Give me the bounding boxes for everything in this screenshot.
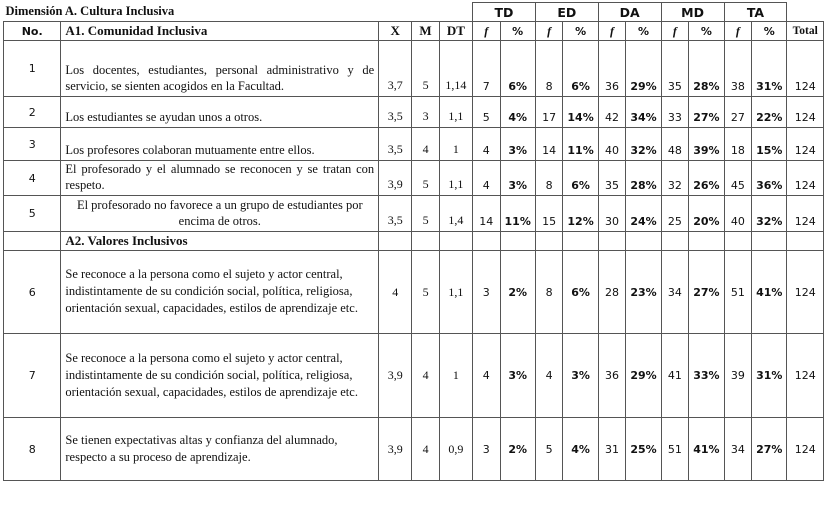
- ed-f: 14: [535, 128, 563, 161]
- table-row: [4, 161, 824, 196]
- da-pct: 23%: [626, 251, 661, 334]
- group-ta: TA: [724, 3, 787, 22]
- value-dt: 1,1: [439, 97, 472, 128]
- ed-pct: 6%: [563, 161, 598, 196]
- header-f: f: [724, 22, 752, 41]
- ed-f: 15: [535, 196, 563, 232]
- table-row: [4, 97, 824, 128]
- group-td: TD: [472, 3, 535, 22]
- ta-pct: 27%: [752, 418, 787, 481]
- md-f: 51: [661, 418, 689, 481]
- ta-f: 18: [724, 128, 752, 161]
- total: 124: [787, 418, 824, 481]
- td-pct: 3%: [500, 128, 535, 161]
- td-f: 4: [472, 128, 500, 161]
- statement: Los docentes, estudiantes, personal administrativo y de servicio, se sienten acogidos en la Facultad.: [61, 41, 379, 97]
- ta-f: 34: [724, 418, 752, 481]
- ed-f: 8: [535, 41, 563, 97]
- group-ed: ED: [535, 3, 598, 22]
- total: 124: [787, 161, 824, 196]
- ed-pct: 6%: [563, 251, 598, 334]
- td-pct: 2%: [500, 251, 535, 334]
- header-dt: DT: [439, 22, 472, 41]
- ta-pct: 36%: [752, 161, 787, 196]
- table-row: [4, 41, 824, 97]
- ed-f: 8: [535, 161, 563, 196]
- value-m: 5: [412, 41, 440, 97]
- value-dt: 1: [439, 128, 472, 161]
- section-row: [4, 232, 824, 251]
- ed-pct: 4%: [563, 418, 598, 481]
- ed-f: 17: [535, 97, 563, 128]
- da-f: 35: [598, 161, 626, 196]
- md-f: 32: [661, 161, 689, 196]
- section-title: A1. Comunidad Inclusiva: [61, 22, 379, 41]
- header-f: f: [535, 22, 563, 41]
- header-total: Total: [787, 22, 824, 41]
- md-f: 25: [661, 196, 689, 232]
- td-f: 5: [472, 97, 500, 128]
- da-f: 31: [598, 418, 626, 481]
- da-f: 36: [598, 334, 626, 418]
- header-pct: %: [626, 22, 661, 41]
- da-pct: 29%: [626, 41, 661, 97]
- header-f: f: [472, 22, 500, 41]
- td-pct: 2%: [500, 418, 535, 481]
- header-m: M: [412, 22, 440, 41]
- ta-pct: 31%: [752, 41, 787, 97]
- value-m: 4: [412, 418, 440, 481]
- td-pct: 4%: [500, 97, 535, 128]
- statement: Los estudiantes se ayudan unos a otros.: [61, 97, 379, 128]
- value-x: 3,9: [379, 161, 412, 196]
- row-number: 1: [4, 41, 61, 97]
- md-f: 35: [661, 41, 689, 97]
- da-pct: 28%: [626, 161, 661, 196]
- value-x: 3,5: [379, 128, 412, 161]
- table-row: [4, 334, 824, 418]
- total: 124: [787, 334, 824, 418]
- value-m: 5: [412, 251, 440, 334]
- ta-pct: 31%: [752, 334, 787, 418]
- td-f: 3: [472, 251, 500, 334]
- td-pct: 6%: [500, 41, 535, 97]
- ed-f: 8: [535, 251, 563, 334]
- md-f: 34: [661, 251, 689, 334]
- group-da: DA: [598, 3, 661, 22]
- ta-f: 51: [724, 251, 752, 334]
- row-number: 3: [4, 128, 61, 161]
- td-pct: 3%: [500, 161, 535, 196]
- value-dt: 1: [439, 334, 472, 418]
- md-f: 48: [661, 128, 689, 161]
- md-f: 33: [661, 97, 689, 128]
- column-header-row: [4, 22, 824, 41]
- table-title: Dimensión A. Cultura Inclusiva: [5, 4, 175, 19]
- td-f: 14: [472, 196, 500, 232]
- ta-f: 38: [724, 41, 752, 97]
- value-x: 3,9: [379, 418, 412, 481]
- td-f: 3: [472, 418, 500, 481]
- value-x: 3,7: [379, 41, 412, 97]
- td-pct: 3%: [500, 334, 535, 418]
- header-f: f: [598, 22, 626, 41]
- value-x: 3,5: [379, 196, 412, 232]
- td-f: 4: [472, 161, 500, 196]
- section-title: A2. Valores Inclusivos: [61, 232, 379, 251]
- header-no: No.: [4, 22, 61, 41]
- da-pct: 32%: [626, 128, 661, 161]
- title-row: [4, 3, 824, 22]
- ed-pct: 6%: [563, 41, 598, 97]
- row-number: 5: [4, 196, 61, 232]
- md-pct: 27%: [689, 97, 724, 128]
- da-f: 28: [598, 251, 626, 334]
- statement: Se reconoce a la persona como el sujeto y actor central, indistintamente de su condición social, política, religiosa, orientación sexual, capacidades, estilos de aprendizaje etc.: [61, 251, 379, 334]
- da-pct: 25%: [626, 418, 661, 481]
- ed-pct: 3%: [563, 334, 598, 418]
- ed-pct: 14%: [563, 97, 598, 128]
- ta-pct: 22%: [752, 97, 787, 128]
- ta-f: 27: [724, 97, 752, 128]
- ta-f: 39: [724, 334, 752, 418]
- table-row: [4, 251, 824, 334]
- ta-pct: 15%: [752, 128, 787, 161]
- table-row: [4, 196, 824, 232]
- statement: El profesorado y el alumnado se reconocen y se tratan con respeto.: [61, 161, 379, 196]
- value-m: 5: [412, 161, 440, 196]
- statement: Se reconoce a la persona como el sujeto y actor central, indistintamente de su condición social, política, religiosa, orientación sexual, capacidades, estilos de aprendizaje etc.: [61, 334, 379, 418]
- results-table: [3, 2, 824, 481]
- ta-pct: 41%: [752, 251, 787, 334]
- value-m: 3: [412, 97, 440, 128]
- group-md: MD: [661, 3, 724, 22]
- da-pct: 24%: [626, 196, 661, 232]
- md-f: 41: [661, 334, 689, 418]
- da-f: 30: [598, 196, 626, 232]
- da-f: 40: [598, 128, 626, 161]
- ta-pct: 32%: [752, 196, 787, 232]
- header-x: X: [379, 22, 412, 41]
- da-pct: 34%: [626, 97, 661, 128]
- header-pct: %: [752, 22, 787, 41]
- ed-f: 5: [535, 418, 563, 481]
- value-dt: 1,1: [439, 161, 472, 196]
- total: 124: [787, 251, 824, 334]
- row-number: 7: [4, 334, 61, 418]
- md-pct: 20%: [689, 196, 724, 232]
- value-x: 4: [379, 251, 412, 334]
- ed-f: 4: [535, 334, 563, 418]
- td-f: 7: [472, 41, 500, 97]
- header-f: f: [661, 22, 689, 41]
- row-number: 4: [4, 161, 61, 196]
- value-x: 3,9: [379, 334, 412, 418]
- ed-pct: 11%: [563, 128, 598, 161]
- row-number: 2: [4, 97, 61, 128]
- md-pct: 33%: [689, 334, 724, 418]
- table-row: [4, 128, 824, 161]
- value-m: 4: [412, 128, 440, 161]
- value-dt: 1,1: [439, 251, 472, 334]
- value-dt: 1,4: [439, 196, 472, 232]
- da-f: 42: [598, 97, 626, 128]
- md-pct: 26%: [689, 161, 724, 196]
- value-dt: 0,9: [439, 418, 472, 481]
- ta-f: 40: [724, 196, 752, 232]
- row-number: 8: [4, 418, 61, 481]
- total: 124: [787, 97, 824, 128]
- statement: El profesorado no favorece a un grupo de estudiantes por encima de otros.: [61, 196, 379, 232]
- total: 124: [787, 128, 824, 161]
- total: 124: [787, 41, 824, 97]
- header-pct: %: [563, 22, 598, 41]
- md-pct: 28%: [689, 41, 724, 97]
- table-row: [4, 418, 824, 481]
- da-f: 36: [598, 41, 626, 97]
- header-pct: %: [689, 22, 724, 41]
- md-pct: 39%: [689, 128, 724, 161]
- value-m: 4: [412, 334, 440, 418]
- da-pct: 29%: [626, 334, 661, 418]
- md-pct: 41%: [689, 418, 724, 481]
- statement: Los profesores colaboran mutuamente entre ellos.: [61, 128, 379, 161]
- value-dt: 1,14: [439, 41, 472, 97]
- row-number: 6: [4, 251, 61, 334]
- ed-pct: 12%: [563, 196, 598, 232]
- value-m: 5: [412, 196, 440, 232]
- statement: Se tienen expectativas altas y confianza del alumnado, respecto a su proceso de aprendizaje.: [61, 418, 379, 481]
- total: 124: [787, 196, 824, 232]
- value-x: 3,5: [379, 97, 412, 128]
- md-pct: 27%: [689, 251, 724, 334]
- ta-f: 45: [724, 161, 752, 196]
- header-pct: %: [500, 22, 535, 41]
- td-pct: 11%: [500, 196, 535, 232]
- td-f: 4: [472, 334, 500, 418]
